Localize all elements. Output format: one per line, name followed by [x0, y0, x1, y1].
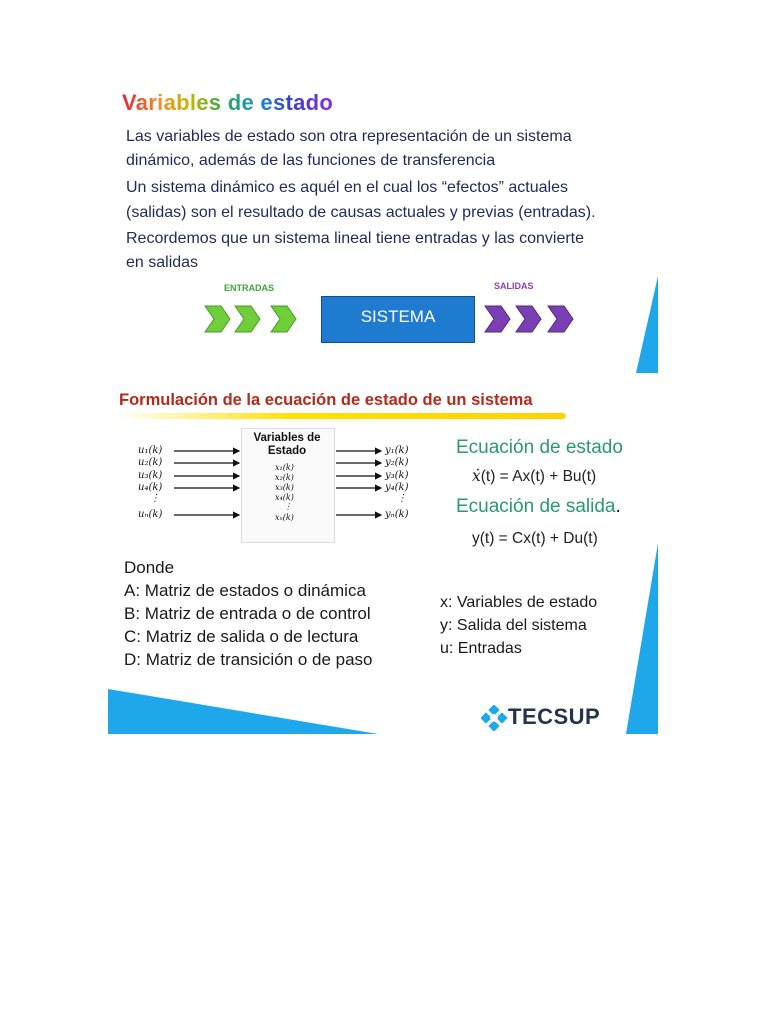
- slide-title: Formulación de la ecuación de estado de un sistema: [119, 391, 533, 409]
- output-label: yₙ(k): [385, 509, 409, 520]
- state-label: ⋮: [284, 502, 292, 511]
- output-chevron: [485, 306, 510, 332]
- slide-formulacion: [108, 383, 658, 734]
- output-label: y₄(k): [385, 482, 409, 493]
- state-label: x₂(k): [275, 473, 294, 482]
- input-chevron: [205, 306, 230, 332]
- tecsup-logo: TECSUP: [508, 704, 601, 729]
- matrix-item: C: Matriz de salida o de lectura: [124, 627, 359, 646]
- state-equation: [472, 467, 596, 486]
- accent-triangle: [636, 276, 658, 373]
- tecsup-logo-icon: [481, 705, 507, 731]
- state-label: x₄(k): [275, 493, 294, 502]
- variable-item: x: Variables de estado: [440, 594, 598, 611]
- entradas-label: ENTRADAS: [224, 283, 275, 293]
- output-equation: y(t) = Cx(t) + Du(t): [472, 530, 598, 547]
- output-chevron: [516, 306, 541, 332]
- paragraph-line: en salidas: [126, 254, 199, 271]
- title-highlight: [116, 413, 566, 419]
- salidas-label: SALIDAS: [494, 281, 534, 291]
- matrix-item: B: Matriz de entrada o de control: [124, 604, 371, 623]
- paragraph-line: Recordemos que un sistema lineal tiene entradas y las convierte: [126, 230, 585, 247]
- variable-item: u: Entradas: [440, 640, 522, 657]
- input-arrows: [203, 304, 303, 334]
- input-label: uₙ(k): [138, 509, 163, 520]
- variable-item: y: Salida del sistema: [440, 617, 587, 634]
- paragraph-line: (salidas) son el resultado de causas actuales y previas (entradas).: [126, 204, 596, 221]
- bottom-accent-triangle: [108, 689, 378, 734]
- paragraph-line: dinámico, además de las funciones de transferencia: [126, 152, 496, 169]
- state-label: x₁(k): [275, 463, 294, 472]
- state-equation-rhs: (t) = Ax(t) + Bu(t): [480, 468, 597, 485]
- diagram-title-line: Variables de: [253, 432, 321, 444]
- slide-variables-de-estado: [108, 86, 658, 373]
- state-label: x₃(k): [275, 483, 294, 492]
- slide-title: Variables de estado: [122, 90, 334, 115]
- output-label: y₃(k): [385, 470, 409, 481]
- state-label: xₙ(k): [275, 513, 294, 522]
- output-chevron: [548, 306, 573, 332]
- output-arrows: [483, 304, 583, 334]
- input-chevron: [271, 306, 296, 332]
- diagram-title-line: Estado: [267, 445, 307, 457]
- input-chevron: [235, 306, 260, 332]
- heading-period: .: [615, 496, 621, 517]
- sistema-box: SISTEMA: [321, 296, 475, 343]
- matrix-item: A: Matriz de estados o dinámica: [124, 581, 366, 600]
- donde-label: Donde: [124, 558, 175, 577]
- output-equation-heading-text: Ecuación de salida: [456, 496, 616, 517]
- output-label: y₂(k): [385, 457, 409, 468]
- input-label: u₄(k): [138, 482, 163, 493]
- input-label: u₂(k): [138, 457, 163, 468]
- matrix-item: D: Matriz de transición o de paso: [124, 650, 373, 669]
- side-accent-triangle: [626, 543, 658, 734]
- output-label: ⋮: [397, 493, 407, 504]
- input-label: u₁(k): [138, 445, 163, 456]
- state-equation-heading: Ecuación de estado: [456, 437, 623, 458]
- paragraph-line: Un sistema dinámico es aquél en el cual los “efectos” actuales: [126, 179, 568, 196]
- paragraph-line: Las variables de estado son otra representación de un sistema: [126, 128, 572, 145]
- state-equation-lhs: ẋ: [472, 467, 481, 485]
- input-label: ⋮: [150, 493, 160, 504]
- input-label: u₃(k): [138, 470, 163, 481]
- output-equation-heading: [456, 496, 621, 518]
- output-label: y₁(k): [385, 445, 409, 456]
